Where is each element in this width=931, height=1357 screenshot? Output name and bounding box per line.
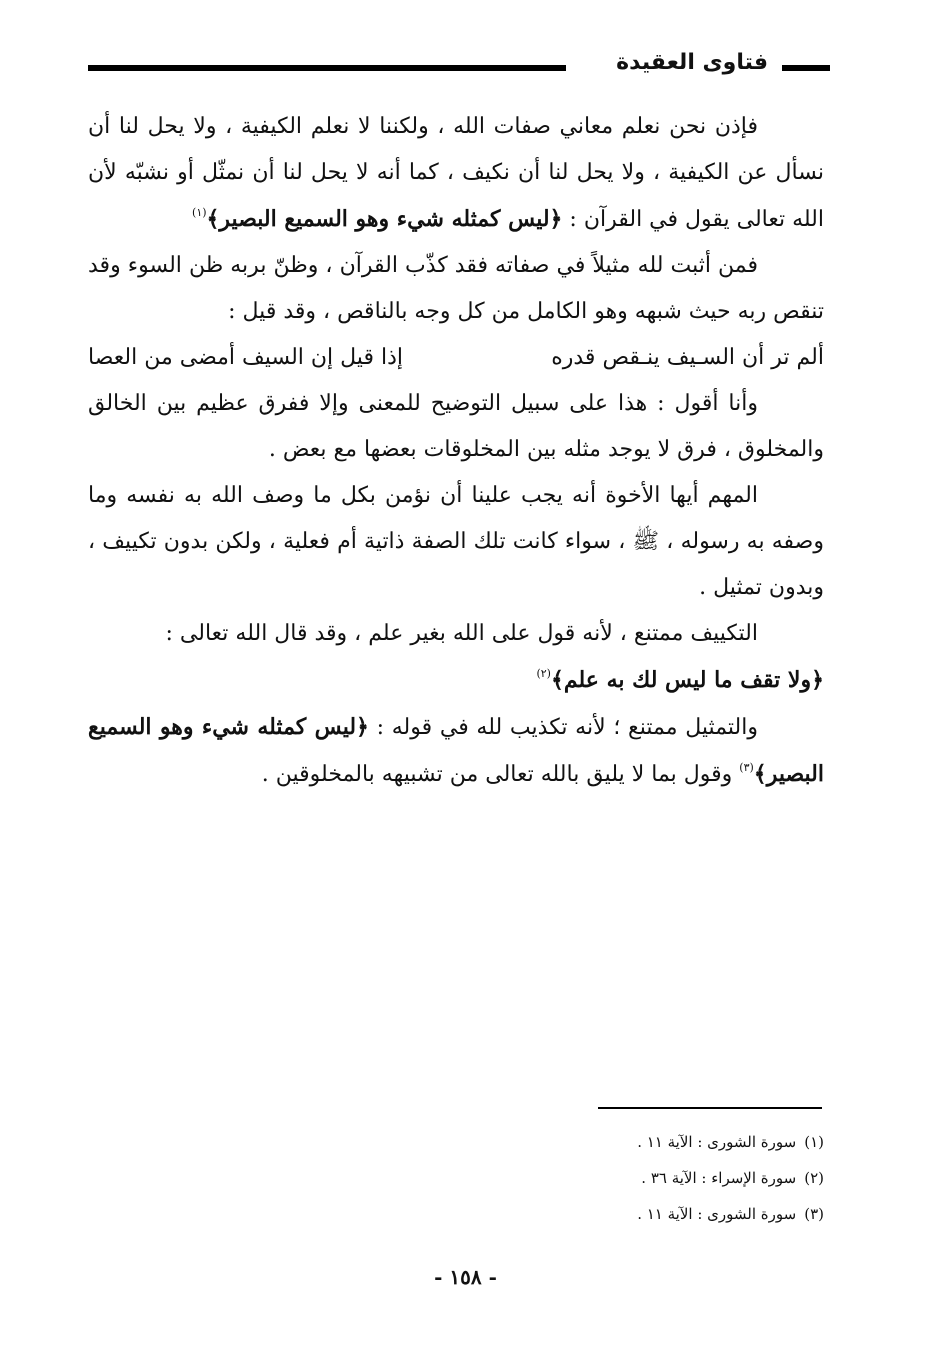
quran-quote-1: ﴿ليس كمثله شيء وهو السميع البصير﴾ [206,206,563,232]
paragraph-4: المهم أيها الأخوة أنه يجب علينا أن نؤمن بكل ما وصف الله به نفسه وما وصفه به رسوله ، ﷺ ، سواء كانت تلك الصفة ذاتية أم فعلية ، ولكن بدون تكييف ، وبدون تمثيل . [88,483,824,600]
header-rule-short [782,65,830,71]
paragraph-6-tail: وقول بما لا يليق بالله تعالى من تشبيهه بالمخلوقين . [261,762,740,787]
quran-quote-3: ﴿ليس كمثله شيء وهو السميع البصير﴾ [88,714,824,787]
paragraph-3: وأنا أقول : هذا على سبيل التوضيح للمعنى وإلا ففرق عظيم بين الخالق والمخلوق ، فرق لا يوجد مثله بين المخلوقات بعضها مع بعض . [88,391,824,462]
paragraph-5-text: التكييف ممتنع ، لأنه قول على الله بغير علم ، وقد قال الله تعالى : [165,621,758,646]
paragraph-1 [88,104,824,243]
poetry-verse [88,335,824,381]
footnote-separator [598,1107,822,1109]
page-number: - ١٥٨ - [434,1265,497,1289]
paragraph-5-quote-line [88,657,824,704]
paragraph-6-text: والتمثيل ممتنع ؛ لأنه تكذيب لله في قوله : [368,715,758,740]
paragraph-5 [88,611,824,657]
footnote-1 [400,1124,824,1160]
paragraph-6 [88,704,824,798]
quran-quote-2: ﴿ولا تقف ما ليس لك به علم﴾ [550,667,824,693]
verse-first-hemistich: ألم تر أن السـيف ينـقص قدره [551,345,824,370]
footnotes [400,1124,824,1232]
footnote-2-text: سورة الإسراء : الآية ٣٦ . [641,1169,797,1187]
footnote-3-text: سورة الشورى : الآية ١١ . [637,1205,797,1223]
paragraph-2: فمن أثبت لله مثيلاً في صفاته فقد كذّب القرآن ، وظنّ بربه ظن السوء وقد تنقص ربه حيث شبهه وهو الكامل من كل وجه بالناقص ، وقد قيل : [88,253,824,324]
paragraph-1-text: فإذن نحن نعلم معاني صفات الله ، ولكننا لا نعلم الكيفية ، ولا يحل لنا أن نسأل عن الكيفية ، ولا يحل لنا أن نكيف ، كما أنه لا يحل لنا أن نمثّل أو نشبّه لأن الله تعالى يقول في القرآن : [88,114,824,232]
footnote-marker-1: (١) [192,206,207,219]
footnote-2 [400,1160,824,1196]
header-title: فتاوى العقيدة [616,50,768,75]
verse-second-hemistich: إذا قيل إن السيف أمضى من العصا [88,345,403,370]
footnote-2-number: (٢) [804,1169,824,1187]
running-header [88,48,830,82]
footnote-3-number: (٣) [804,1205,824,1223]
footnote-marker-2: (٢) [536,667,551,680]
footnote-1-number: (١) [804,1133,824,1151]
footnote-1-text: سورة الشورى : الآية ١١ . [637,1133,797,1151]
header-rule-long [88,65,566,71]
footnote-marker-3: (٣) [739,761,754,774]
footnote-3 [400,1196,824,1232]
body-text [88,104,824,798]
